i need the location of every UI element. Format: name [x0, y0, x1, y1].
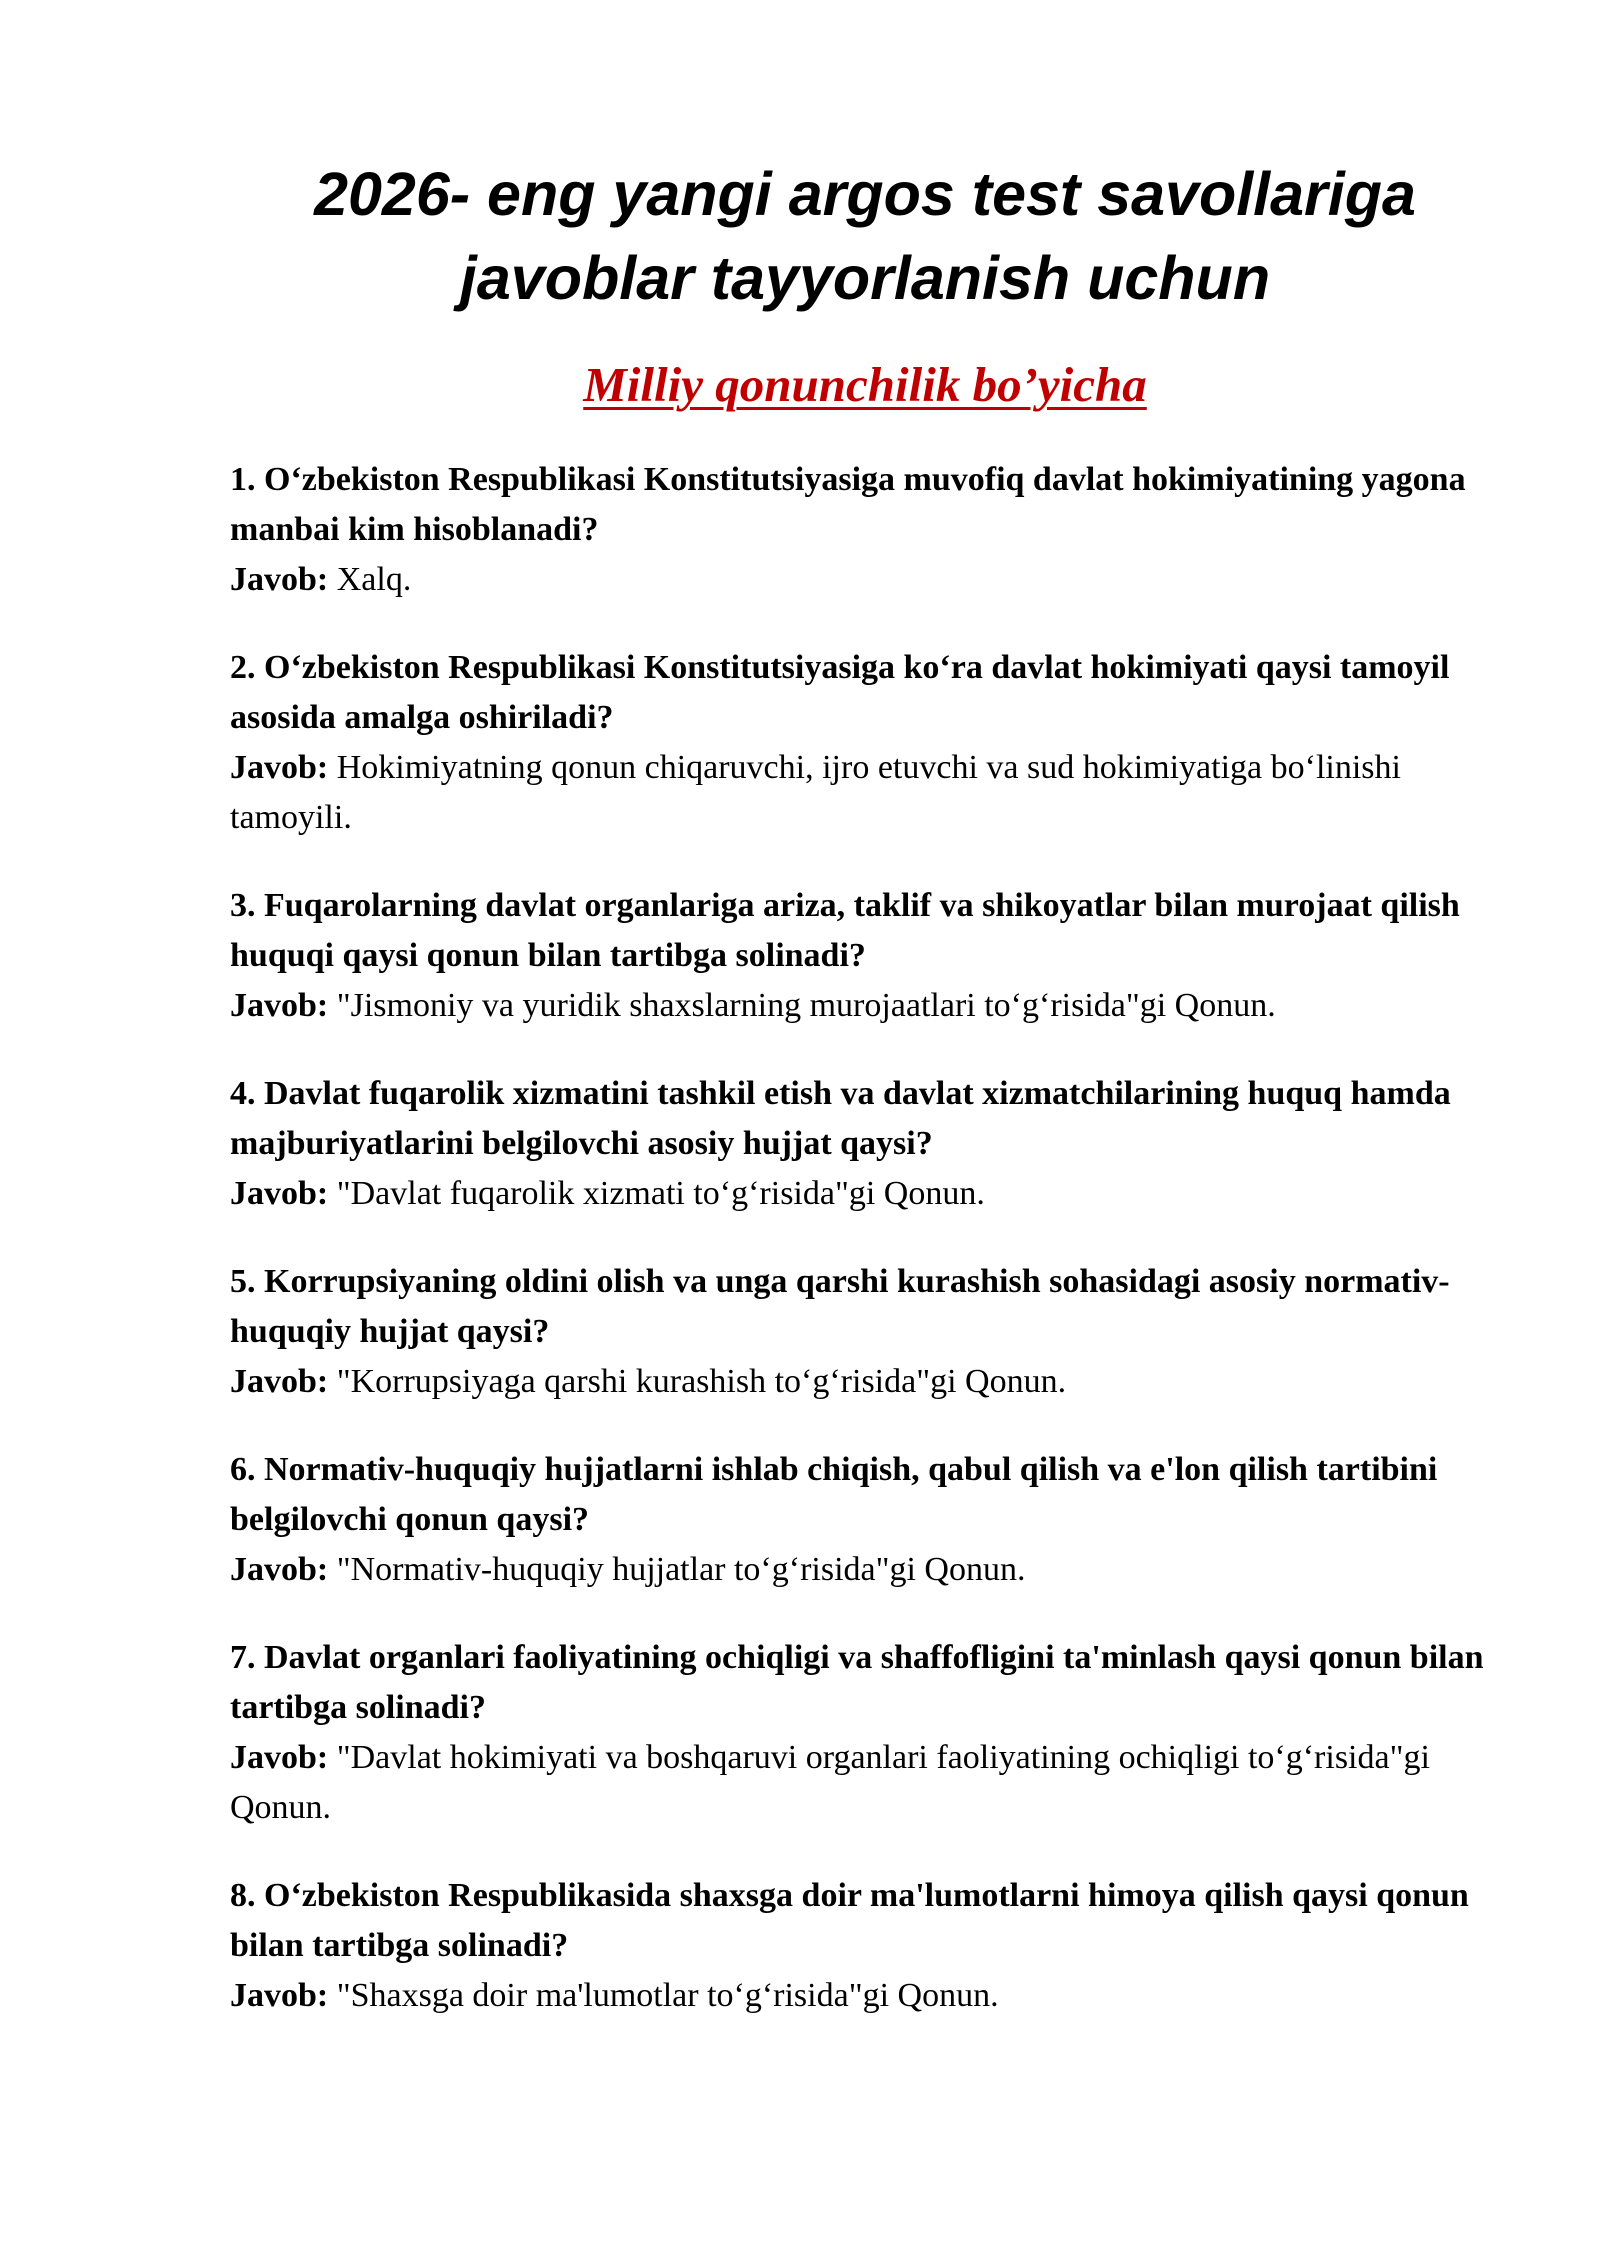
- answer-text: Xalq.: [336, 561, 412, 598]
- answer-line: [230, 743, 1530, 843]
- question-answer-list: [230, 455, 1530, 2059]
- answer-line: [230, 981, 1530, 1031]
- qa-item-6: [230, 1445, 1530, 1595]
- section-subtitle: Milliy qonunchilik bo’yicha: [583, 357, 1147, 412]
- qa-item-5: [230, 1257, 1530, 1407]
- question-text: 7. Davlat organlari faoliyatining ochiqligi va shaffofligini ta'minlash qaysi qonun bilan tartibga solinadi?: [230, 1639, 1484, 1726]
- answer-line: [230, 1545, 1530, 1595]
- question-text: 8. O‘zbekiston Respublikasida shaxsga doir ma'lumotlarni himoya qilish qaysi qonun bilan tartibga solinadi?: [230, 1877, 1469, 1964]
- answer-label: Javob:: [230, 1551, 329, 1588]
- answer-line: [230, 1357, 1530, 1407]
- qa-item-3: [230, 881, 1530, 1031]
- answer-label: Javob:: [230, 987, 329, 1024]
- document-title: 2026- eng yangi argos test savollariga javoblar tayyorlanish uchun: [314, 160, 1416, 312]
- qa-item-7: [230, 1633, 1530, 1833]
- question-text: 4. Davlat fuqarolik xizmatini tashkil etish va davlat xizmatchilarining huquq hamda majburiyatlarini belgilovchi asosiy hujjat qaysi?: [230, 1075, 1451, 1162]
- answer-label: Javob:: [230, 561, 329, 598]
- qa-item-1: [230, 455, 1530, 605]
- answer-label: Javob:: [230, 749, 329, 786]
- answer-text: "Jismoniy va yuridik shaxslarning murojaatlari to‘g‘risida"gi Qonun.: [336, 987, 1276, 1024]
- answer-label: Javob:: [230, 1977, 329, 2014]
- answer-text: Hokimiyatning qonun chiqaruvchi, ijro etuvchi va sud hokimiyatiga bo‘linishi tamoyili.: [230, 749, 1401, 836]
- question-text: 6. Normativ-huquqiy hujjatlarni ishlab chiqish, qabul qilish va e'lon qilish tartibini belgilovchi qonun qaysi?: [230, 1451, 1438, 1538]
- answer-text: "Davlat hokimiyati va boshqaruvi organlari faoliyatining ochiqligi to‘g‘risida"gi Qonun.: [230, 1739, 1430, 1826]
- answer-text: "Shaxsga doir ma'lumotlar to‘g‘risida"gi Qonun.: [336, 1977, 999, 2014]
- answer-line: [230, 1169, 1530, 1219]
- answer-line: [230, 1733, 1530, 1833]
- qa-item-4: [230, 1069, 1530, 1219]
- answer-label: Javob:: [230, 1739, 329, 1776]
- qa-item-2: [230, 643, 1530, 843]
- answer-text: "Davlat fuqarolik xizmati to‘g‘risida"gi Qonun.: [336, 1175, 985, 1212]
- question-text: 1. O‘zbekiston Respublikasi Konstitutsiyasiga muvofiq davlat hokimiyatining yagona manbai kim hisoblanadi?: [230, 461, 1466, 548]
- question-text: 2. O‘zbekiston Respublikasi Konstitutsiyasiga ko‘ra davlat hokimiyati qaysi tamoyil asosida amalga oshiriladi?: [230, 649, 1450, 736]
- answer-line: [230, 555, 1530, 605]
- answer-text: "Korrupsiyaga qarshi kurashish to‘g‘risida"gi Qonun.: [336, 1363, 1067, 1400]
- question-text: 5. Korrupsiyaning oldini olish va unga qarshi kurashish sohasidagi asosiy normativ-huquqiy hujjat qaysi?: [230, 1263, 1450, 1350]
- qa-item-8: [230, 1871, 1530, 2021]
- question-text: 3. Fuqarolarning davlat organlariga ariza, taklif va shikoyatlar bilan murojaat qilish huquqi qaysi qonun bilan tartibga solinadi?: [230, 887, 1460, 974]
- answer-text: "Normativ-huquqiy hujjatlar to‘g‘risida"gi Qonun.: [336, 1551, 1026, 1588]
- answer-label: Javob:: [230, 1363, 329, 1400]
- answer-line: [230, 1971, 1530, 2021]
- answer-label: Javob:: [230, 1175, 329, 1212]
